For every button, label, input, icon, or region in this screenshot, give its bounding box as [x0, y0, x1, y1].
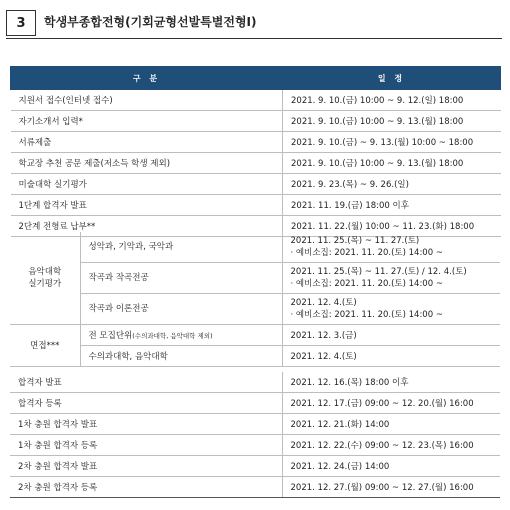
- row-label: 서류제출: [11, 132, 283, 153]
- row-schedule: 2021. 12. 4.(토): [282, 346, 500, 367]
- column-header-category: 구 분: [11, 67, 283, 90]
- table-row: [10, 435, 500, 456]
- table-row: [10, 294, 500, 325]
- row-label: 2단계 전형료 납부**: [11, 216, 283, 237]
- row-schedule: 2021. 12. 4.(토) · 예비소집: 2021. 11. 20.(토) 14:00 ~: [282, 294, 500, 325]
- table-row: [11, 132, 501, 153]
- table-row: [10, 477, 500, 498]
- table-row: [11, 195, 501, 216]
- row-schedule: 2021. 11. 19.(금) 18:00 이후: [283, 195, 501, 216]
- row-schedule: 2021. 11. 25.(목) ~ 11. 27.(토) / 12. 4.(토) · 예비소집: 2021. 11. 20.(토) 14:00 ~: [282, 263, 500, 294]
- table-header-row: [11, 67, 501, 90]
- row-schedule: 2021. 11. 25.(목) ~ 11. 27.(토) · 예비소집: 2021. 11. 20.(토) 14:00 ~: [282, 232, 500, 263]
- row-schedule: 2021. 9. 10.(금) 10:00 ~ 9. 13.(월) 18:00: [283, 111, 501, 132]
- row-schedule: 2021. 12. 17.(금) 09:00 ~ 12. 20.(월) 16:00: [282, 393, 500, 414]
- row-label: 1차 충원 합격자 등록: [10, 435, 282, 456]
- table-row: [10, 346, 500, 367]
- row-label: 수의과대학, 음악대학: [80, 346, 282, 367]
- table-row: [11, 90, 501, 111]
- grouped-schedule-table: [10, 232, 500, 367]
- section-number: 3: [6, 10, 36, 36]
- row-schedule: 2021. 12. 24.(금) 14:00: [282, 456, 500, 477]
- interview-group-label: 면접***: [10, 325, 80, 367]
- table-row: [10, 263, 500, 294]
- table-row: [11, 111, 501, 132]
- row-label: 작곡과 작곡전공: [80, 263, 282, 294]
- table-row: [10, 414, 500, 435]
- table-row: [10, 456, 500, 477]
- row-label: 1차 충원 합격자 발표: [10, 414, 282, 435]
- row-label: 성악과, 기악과, 국악과: [80, 232, 282, 263]
- column-header-schedule: 일 정: [283, 67, 501, 90]
- row-schedule: 2021. 12. 3.(금): [282, 325, 500, 346]
- row-schedule: 2021. 9. 10.(금) 10:00 ~ 9. 12.(일) 18:00: [283, 90, 501, 111]
- row-schedule: 2021. 12. 21.(화) 14:00: [282, 414, 500, 435]
- table-row: [10, 372, 500, 393]
- row-schedule: 2021. 12. 16.(목) 18:00 이후: [282, 372, 500, 393]
- row-label: 학교장 추천 공문 제출(저소득 학생 제외): [11, 153, 283, 174]
- row-label: 자기소개서 입력*: [11, 111, 283, 132]
- schedule-table: [10, 66, 501, 237]
- row-schedule: 2021. 9. 10.(금) 10:00 ~ 9. 13.(월) 18:00: [283, 153, 501, 174]
- final-schedule-table: [10, 372, 500, 498]
- row-label: 합격자 발표: [10, 372, 282, 393]
- table-row: [11, 153, 501, 174]
- table-row: [10, 232, 500, 263]
- table-row: [10, 325, 500, 346]
- row-schedule: 2021. 12. 27.(월) 09:00 ~ 12. 27.(월) 16:00: [282, 477, 500, 498]
- row-label: 1단계 합격자 발표: [11, 195, 283, 216]
- row-schedule: 2021. 11. 22.(월) 10:00 ~ 11. 23.(화) 18:00: [283, 216, 501, 237]
- row-label: 합격자 등록: [10, 393, 282, 414]
- row-schedule: 2021. 9. 23.(목) ~ 9. 26.(일): [283, 174, 501, 195]
- table-row: [10, 393, 500, 414]
- row-label: 작곡과 이론전공: [80, 294, 282, 325]
- row-label: 전 모집단위(수의과대학, 음악대학 제외): [80, 325, 282, 346]
- row-label: 2차 충원 합격자 발표: [10, 456, 282, 477]
- table-row: [11, 174, 501, 195]
- row-label: 2차 충원 합격자 등록: [10, 477, 282, 498]
- row-label: 미술대학 실기평가: [11, 174, 283, 195]
- music-group-label: 음악대학 실기평가: [10, 232, 80, 325]
- row-label: 지원서 접수(인터넷 접수): [11, 90, 283, 111]
- row-schedule: 2021. 9. 10.(금) ~ 9. 13.(월) 10:00 ~ 18:00: [283, 132, 501, 153]
- row-schedule: 2021. 12. 22.(수) 09:00 ~ 12. 23.(목) 16:00: [282, 435, 500, 456]
- section-title: 학생부종합전형(기회균형선발특별전형Ⅰ): [44, 15, 257, 29]
- section-header: [6, 8, 502, 39]
